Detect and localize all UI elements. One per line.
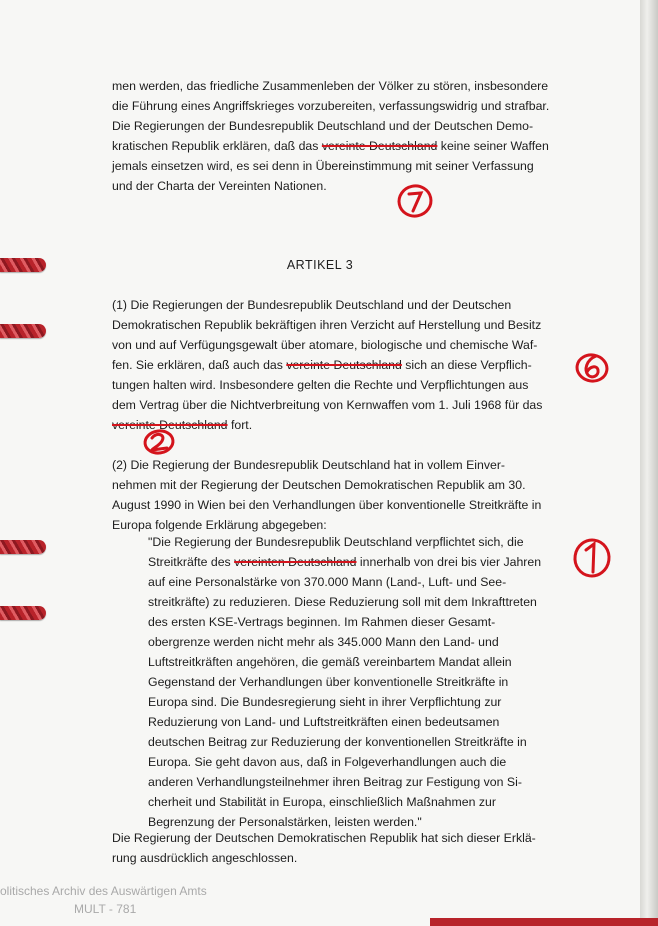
text-line: Gegenstand der Verhandlungen über konventionelle Streitkräfte in <box>148 675 509 689</box>
text-line: obergrenze werden nicht mehr als 345.000 Mann den Land- und <box>148 635 499 649</box>
text-line: anderen Verhandlungsteilnehmer ihren Beitrag zur Festigung von Si- <box>148 775 522 789</box>
text-line: men werden, das friedliche Zusammenleben der Völker zu stören, insbesondere <box>112 79 549 93</box>
text-line: streitkräfte) zu reduzieren. Diese Reduzierung soll mit dem Inkrafttreten <box>148 595 537 609</box>
text-line: Reduzierung von Land- und Luftstreitkräften einen bedeutsamen <box>148 715 500 729</box>
text-line: Luftstreitkräften angehören, die gemäß vereinbartem Mandat allein <box>148 655 512 669</box>
text-line: nehmen mit der Regierung der Deutschen Demokratischen Republik am 30. <box>112 478 526 492</box>
text-line: fen. Sie erklären, daß auch das vereinte Deutschland sich an diese Verpflich- <box>112 358 532 372</box>
archive-signature: MULT - 781 <box>74 902 137 916</box>
text-line: Europa folgende Erklärung abgegeben: <box>112 518 327 532</box>
top-paragraph <box>112 76 582 196</box>
article-heading: ARTIKEL 3 <box>286 258 354 272</box>
text-line: und der Charta der Vereinten Nationen. <box>112 179 327 193</box>
handwritten-mark-icon <box>570 534 614 580</box>
text-line: tungen halten wird. Insbesondere gelten die Rechte und Verpflichtungen aus <box>112 378 529 392</box>
text-line: "Die Regierung der Bundesrepublik Deutschland verpflichtet sich, die <box>148 535 524 549</box>
text-line: Europa sind. Die Bundesregierung sieht in ihrer Verpflichtung zur <box>148 695 502 709</box>
text-line: Die Regierungen der Bundesrepublik Deutschland und der Deutschen Demo- <box>112 119 534 133</box>
handwritten-mark-icon <box>394 180 438 220</box>
text-line: dem Vertrag über die Nichtverbreitung von Kernwaffen vom 1. Juli 1968 für das <box>112 398 543 412</box>
text-line: vereinte Deutschland fort. <box>112 418 253 432</box>
page-edge <box>640 0 658 926</box>
text-line: rung ausdrücklich angeschlossen. <box>112 851 298 865</box>
struck-text: vereinten Deutschland <box>234 555 357 569</box>
text-line: (2) Die Regierung der Bundesrepublik Deutschland hat in vollem Einver- <box>112 458 506 472</box>
struck-text: vereinte Deutschland <box>286 358 402 372</box>
closing-paragraph <box>112 828 582 868</box>
archive-watermark: olitisches Archiv des Auswärtigen Amts <box>0 884 207 898</box>
struck-text: vereinte Deutschland <box>321 139 438 153</box>
struck-text: vereinte Deutschland <box>112 418 228 432</box>
article-3-paragraph-1 <box>112 295 582 435</box>
binding-cord <box>0 606 46 620</box>
text-line: Europa. Sie geht davon aus, daß in Folgeverhandlungen auch die <box>148 755 507 769</box>
handwritten-mark-icon <box>140 426 180 458</box>
text-line: Streitkräfte des vereinten Deutschland innerhalb von drei bis vier Jahren <box>148 555 542 569</box>
binding-cord <box>0 540 46 554</box>
text-line: deutschen Beitrag zur Reduzierung der konventionellen Streitkräfte in <box>148 735 527 749</box>
declaration-quote <box>148 532 618 832</box>
text-line: August 1990 in Wien bei den Verhandlungen über konventionelle Streitkräfte in <box>112 498 542 512</box>
text-line: die Führung eines Angriffskrieges vorzubereiten, verfassungswidrig und strafbar. <box>112 99 550 113</box>
text-line: des ersten KSE-Vertrags beginnen. Im Rahmen dieser Gesamt- <box>148 615 496 629</box>
text-line: kratischen Republik erklären, daß das vereinte Deutschland keine seiner Waffen <box>112 139 549 153</box>
binding-ribbon <box>430 918 658 926</box>
binding-cord <box>0 324 46 338</box>
text-line: (1) Die Regierungen der Bundesrepublik Deutschland und der Deutschen <box>112 298 512 312</box>
article-3-paragraph-2 <box>112 455 582 535</box>
text-line: Die Regierung der Deutschen Demokratischen Republik hat sich dieser Erklä- <box>112 831 536 845</box>
text-line: Demokratischen Republik bekräftigen ihren Verzicht auf Herstellung und Besitz <box>112 318 542 332</box>
text-line: Begrenzung der Personalstärken, leisten werden." <box>148 815 422 829</box>
text-line: jemals einsetzen wird, es sei denn in Übereinstimmung mit seiner Verfassung <box>112 159 534 173</box>
text-line: von und auf Verfügungsgewalt über atomare, biologische und chemische Waf- <box>112 338 538 352</box>
text-line: cherheit und Stabilität in Europa, einschließlich Maßnahmen zur <box>148 795 496 809</box>
binding-cord <box>0 258 46 272</box>
text-line: auf eine Personalstärke von 370.000 Mann (Land-, Luft- und See- <box>148 575 507 589</box>
handwritten-mark-icon <box>572 348 612 386</box>
